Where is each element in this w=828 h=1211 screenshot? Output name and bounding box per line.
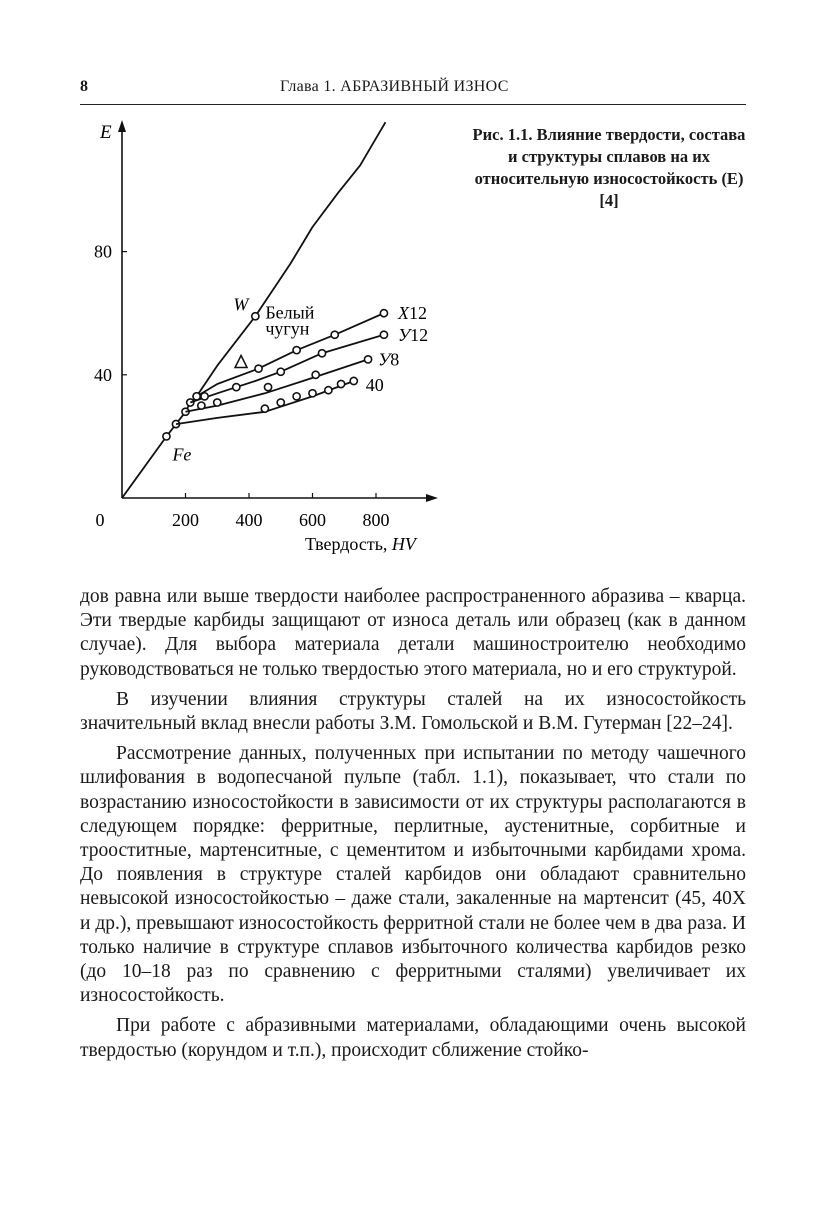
label-white-iron-2: чугун <box>265 318 310 339</box>
data-point <box>293 393 300 400</box>
y-axis-title: E <box>100 122 112 143</box>
series-label: У8 <box>378 349 400 370</box>
data-point <box>201 393 208 400</box>
data-point <box>252 313 259 320</box>
data-point <box>337 380 344 387</box>
data-point <box>277 399 284 406</box>
body-text <box>80 585 746 1069</box>
running-title: Глава 1. АБРАЗИВНЫЙ ИЗНОС <box>280 78 509 95</box>
label-white-iron-1: Белый <box>265 302 315 323</box>
paragraph-4: При работе с абразивными материалами, обладающими очень высокой твердостью (корундом и т.п.), происходит сближение стойко- <box>80 1015 746 1061</box>
data-point <box>312 371 319 378</box>
header-rule <box>80 104 746 105</box>
data-point <box>233 384 240 391</box>
data-point <box>163 433 170 440</box>
data-point <box>214 399 221 406</box>
x-tick-label: 200 <box>172 510 199 530</box>
wear-resistance-chart <box>80 112 460 560</box>
y-tick-label: 40 <box>94 364 112 385</box>
x-axis-arrow <box>426 494 438 502</box>
figure-caption: Рис. 1.1. Влияние твердости, состава и структуры сплавов на их относительную износостойкость (E) [4] <box>472 125 746 210</box>
data-point <box>364 356 371 363</box>
data-point <box>331 331 338 338</box>
triangle-marker <box>235 355 247 367</box>
series-label: У12 <box>397 324 429 345</box>
origin-label: 0 <box>95 510 105 530</box>
y-axis-arrow <box>118 120 126 132</box>
label-w: W <box>233 294 249 315</box>
data-point <box>293 347 300 354</box>
chart-series <box>122 122 388 498</box>
page-number: 8 <box>80 78 88 95</box>
data-point <box>380 310 387 317</box>
data-point <box>261 405 268 412</box>
label-fe: Fe <box>172 444 192 465</box>
data-point <box>318 350 325 357</box>
x-tick-label: 800 <box>362 510 390 530</box>
data-point <box>264 384 271 391</box>
chart-labels <box>171 294 428 464</box>
series-label: 40 <box>365 374 384 395</box>
series-line-0 <box>122 122 386 498</box>
x-tick-label: 400 <box>235 510 263 530</box>
data-point <box>309 390 316 397</box>
paragraph-1: дов равна или выше твердости наиболее распространенного абразива – кварца. Эти твердые карбиды защищают от износа деталь или образец (как в данном случае). Для выбора материала детали машиностроителю необходимо руководствоваться не только твердостью этого материала, но и его структурой. <box>80 586 746 680</box>
y-tick-label: 80 <box>94 241 112 262</box>
data-point <box>277 368 284 375</box>
data-point <box>380 331 387 338</box>
paragraph-3: Рассмотрение данных, полученных при испытании по методу чашечного шлифования в водопесчаной пульпе (табл. 1.1), показывает, что стали по возрастанию износостойкости в зависимости от их структуры располагаются в следующем порядке: ферритные, перлитные, аустенитные, сорбитные и трооститные, мартенситные, с цементитом и избыточными карбидами хрома. До появления в структуре сталей карбидов они обладают сравнительно невысокой износостойкостью – даже стали, закаленные на мартенсит (45, 40Х и др.), превышают износостойкость ферритной стали не более чем в два раза. И только наличие в структуре сплавов избыточного количества карбидов резко (до 10–18 раз по сравнению с ферритными сталями) увеличивает их износостойкость. <box>80 743 746 1007</box>
data-point <box>325 387 332 394</box>
series-line-2 <box>190 335 384 403</box>
paragraph-2: В изучении влияния структуры сталей на их износостойкость значительный вклад внесли работы З.М. Гомольской и В.М. Гутерман [22–24]. <box>80 688 746 735</box>
data-point <box>350 377 357 384</box>
x-tick-label: 600 <box>299 510 326 530</box>
x-axis-title: Твердость, HV <box>305 534 416 554</box>
data-point <box>198 402 205 409</box>
data-point <box>255 365 262 372</box>
series-label: Х12 <box>397 303 427 324</box>
